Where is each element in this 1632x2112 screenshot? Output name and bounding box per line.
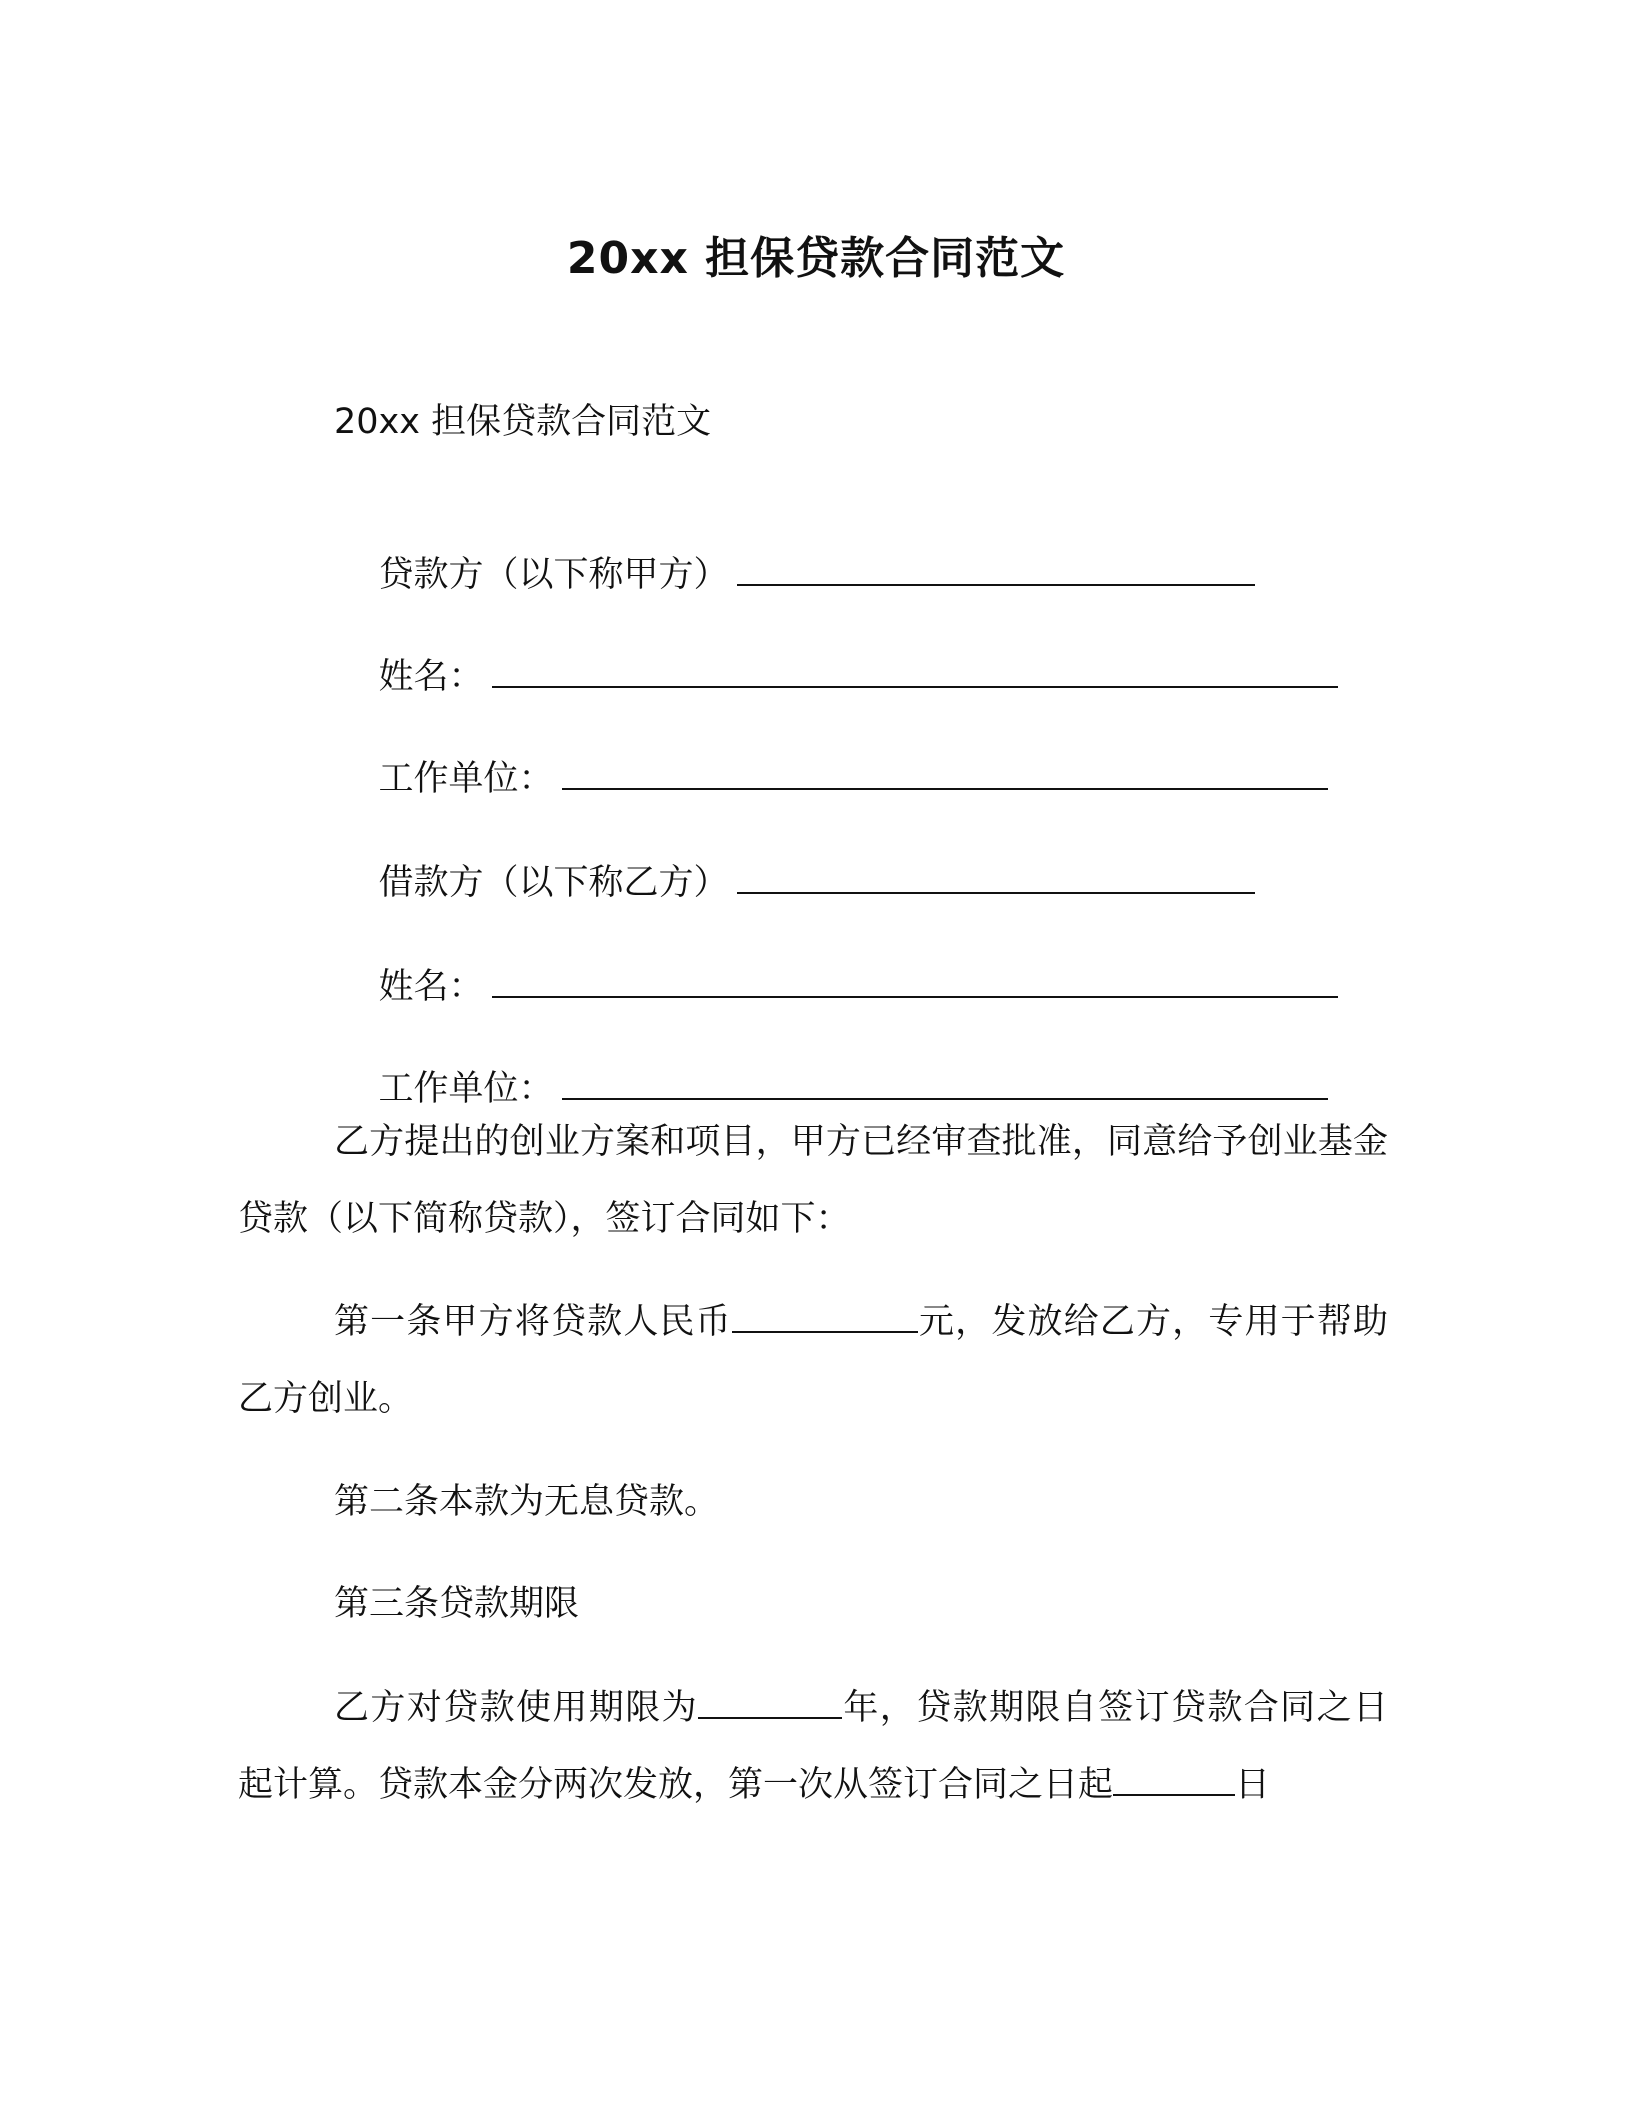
lender-name-label: 姓名：: [378, 657, 484, 697]
lender-blank: [737, 550, 1255, 586]
article-1-text-a: 第一条甲方将贷款人民币: [334, 1302, 732, 1342]
term-years-blank: [698, 1683, 842, 1719]
article-1-amount-blank: [732, 1297, 918, 1333]
borrower-work-blank: [562, 1064, 1328, 1100]
lender-label: 贷款方（以下称甲方）: [378, 555, 729, 595]
document-title: 20xx 担保贷款合同范文: [566, 233, 1066, 284]
term-paragraph: [238, 1670, 1388, 1824]
intro-paragraph: 乙方提出的创业方案和项目，甲方已经审查批准，同意给予创业基金贷款（以下简称贷款），签订合同如下：: [238, 1122, 1388, 1239]
term-text-a: 乙方对贷款使用期限为: [334, 1688, 698, 1728]
borrower-label: 借款方（以下称乙方）: [378, 863, 729, 903]
term-text-c: 日: [1235, 1765, 1271, 1805]
borrower-blank: [737, 858, 1255, 894]
article-2: 第二条本款为无息贷款。: [334, 1482, 720, 1522]
article-1-text-b: 元，发放给乙方，专用于帮助乙方创业。: [238, 1302, 1388, 1419]
lender-work-label: 工作单位：: [378, 759, 554, 799]
lender-work-blank: [562, 754, 1328, 790]
lender-name-blank: [492, 652, 1338, 688]
article-1: [238, 1284, 1388, 1438]
borrower-name-label: 姓名：: [378, 967, 484, 1007]
borrower-work-label: 工作单位：: [378, 1069, 554, 1109]
term-days-blank: [1113, 1760, 1235, 1796]
borrower-name-blank: [492, 962, 1338, 998]
document-subtitle: 20xx 担保贷款合同范文: [334, 402, 712, 442]
article-3: 第三条贷款期限: [334, 1584, 580, 1624]
term-text-b: 年，贷款期限自签订贷款合同之日起计算。贷款本金分两次发放，第一次从签订合同之日起: [238, 1688, 1388, 1805]
